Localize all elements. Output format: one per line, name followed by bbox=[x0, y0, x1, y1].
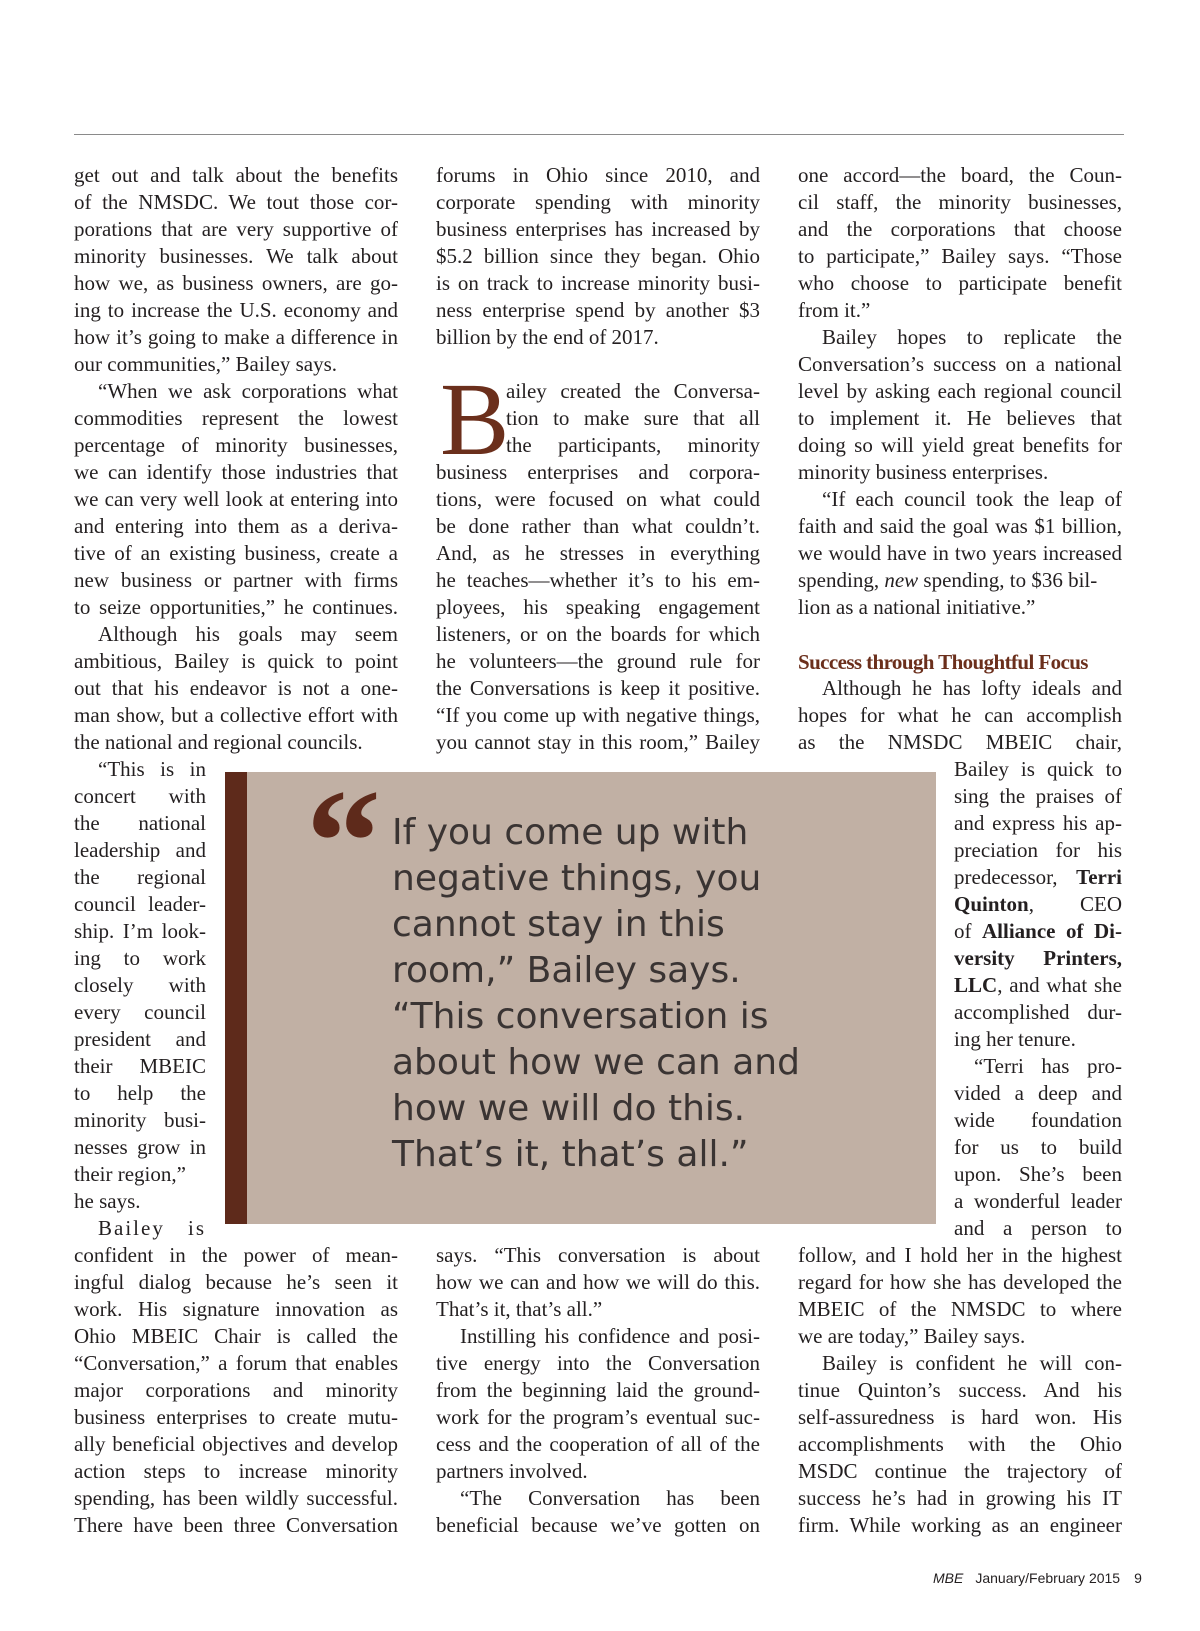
body-line: “When we ask corporations what bbox=[98, 379, 398, 403]
pull-quote-line: “This conversation is bbox=[392, 996, 769, 1037]
body-line: Bailey is bbox=[98, 1216, 206, 1240]
pull-quote-line: negative things, you bbox=[392, 858, 762, 899]
body-line: LLC, and what she bbox=[954, 973, 1122, 997]
issue-date: January/February 2015 bbox=[975, 1570, 1121, 1586]
body-line: “If you come up with negative things, bbox=[436, 703, 760, 727]
body-line: council leader- bbox=[74, 892, 206, 916]
body-line: nesses grow in bbox=[74, 1135, 206, 1159]
body-line: the regional bbox=[74, 865, 206, 889]
body-line: major corporations and minority bbox=[74, 1378, 398, 1402]
body-line: the national and regional councils. bbox=[74, 730, 363, 754]
body-line: and entering into them as a deriva- bbox=[74, 514, 398, 538]
body-line: out that his endeavor is not a one- bbox=[74, 676, 398, 700]
body-line: accomplished dur- bbox=[954, 1000, 1122, 1024]
body-line: preciation for his bbox=[954, 838, 1122, 862]
body-line: ing her tenure. bbox=[954, 1027, 1076, 1051]
body-line: how we can and how we will do this. bbox=[436, 1270, 760, 1294]
body-line: we would have in two years increased bbox=[798, 541, 1122, 565]
body-line: and a person to bbox=[954, 1216, 1122, 1240]
body-line: he volunteers—the ground rule for bbox=[436, 649, 760, 673]
body-line: follow, and I hold her in the highest bbox=[798, 1243, 1122, 1267]
body-line: the Conversations is keep it positive. bbox=[436, 676, 760, 700]
body-line: we can identify those industries that bbox=[74, 460, 398, 484]
page-number: 9 bbox=[1134, 1570, 1142, 1586]
body-line: their region,” bbox=[74, 1162, 186, 1186]
body-line: how we, as business owners, are go- bbox=[74, 271, 398, 295]
body-line: to help the bbox=[74, 1081, 206, 1105]
body-line: porations that are very supportive of bbox=[74, 217, 398, 241]
top-rule bbox=[74, 134, 1124, 135]
body-line: tive energy into the Conversation bbox=[436, 1351, 760, 1375]
body-line: That’s it, that’s all.” bbox=[436, 1297, 603, 1321]
body-line: you cannot stay in this room,” Bailey bbox=[436, 730, 760, 754]
body-line: president and bbox=[74, 1027, 206, 1051]
body-line: There have been three Conversation bbox=[74, 1513, 398, 1537]
body-line: as the NMSDC MBEIC chair, bbox=[798, 730, 1122, 754]
body-line: spending, has been wildly successful. bbox=[74, 1486, 398, 1510]
body-line: vided a deep and bbox=[954, 1081, 1122, 1105]
body-line: Although his goals may seem bbox=[98, 622, 398, 646]
body-line: new business or partner with firms bbox=[74, 568, 398, 592]
pull-quote-text bbox=[392, 810, 832, 1178]
body-line: the participants, minority bbox=[506, 433, 760, 457]
body-line: “Conversation,” a forum that enables bbox=[74, 1351, 398, 1375]
body-line: is on track to increase minority busi- bbox=[436, 271, 760, 295]
body-line: and express his ap- bbox=[954, 811, 1122, 835]
body-line: action steps to increase minority bbox=[74, 1459, 398, 1483]
company-name: Alliance of Di- bbox=[982, 919, 1122, 943]
body-line: doing so will yield great benefits for bbox=[798, 433, 1122, 457]
body-line: leadership and bbox=[74, 838, 206, 862]
pull-quote-line: about how we can and bbox=[392, 1042, 800, 1083]
body-line: how it’s going to make a difference in bbox=[74, 325, 398, 349]
body-line: who choose to participate benefit bbox=[798, 271, 1122, 295]
body-line: MBEIC of the NMSDC to where bbox=[798, 1297, 1122, 1321]
body-line: ally beneficial objectives and develop bbox=[74, 1432, 398, 1456]
body-line: work for the program’s eventual suc- bbox=[436, 1405, 760, 1429]
body-line: commodities represent the lowest bbox=[74, 406, 398, 430]
page-footer bbox=[933, 1570, 1142, 1586]
body-line: confident in the power of mean- bbox=[74, 1243, 398, 1267]
body-line: says. “This conversation is about bbox=[436, 1243, 760, 1267]
body-line: we are today,” Bailey says. bbox=[798, 1324, 1026, 1348]
body-line: he says. bbox=[74, 1189, 141, 1213]
body-line: to seize opportunities,” he continues. bbox=[74, 595, 398, 619]
body-line: tions, were focused on what could bbox=[436, 487, 760, 511]
body-line: business enterprises has increased by bbox=[436, 217, 760, 241]
body-line: tion to make sure that all bbox=[506, 406, 760, 430]
body-line: upon. She’s been bbox=[954, 1162, 1122, 1186]
body-line: sing the praises of bbox=[954, 784, 1122, 808]
body-line: MSDC continue the trajectory of bbox=[798, 1459, 1122, 1483]
body-line: forums in Ohio since 2010, and bbox=[436, 163, 760, 187]
pull-quote-line: room,” Bailey says. bbox=[392, 950, 741, 991]
body-line: self-assuredness is hard won. His bbox=[798, 1405, 1122, 1429]
pull-quote-line: cannot stay in this bbox=[392, 904, 725, 945]
pull-quote-bar bbox=[225, 772, 247, 1224]
body-line: we can very well look at entering into bbox=[74, 487, 398, 511]
body-line: partners involved. bbox=[436, 1459, 588, 1483]
body-line: and the corporations that choose bbox=[798, 217, 1122, 241]
body-line: corporate spending with minority bbox=[436, 190, 760, 214]
body-line: ness enterprise spend by another $3 bbox=[436, 298, 760, 322]
body-line: be done rather than what couldn’t. bbox=[436, 514, 760, 538]
body-line: regard for how she has developed the bbox=[798, 1270, 1122, 1294]
body-line: minority business enterprises. bbox=[798, 460, 1049, 484]
body-line: hopes for what he can accomplish bbox=[798, 703, 1122, 727]
body-line: from it.” bbox=[798, 298, 871, 322]
body-line: predecessor, Terri bbox=[954, 865, 1122, 889]
body-line: of Alliance of Di- bbox=[954, 919, 1122, 943]
body-line: our communities,” Bailey says. bbox=[74, 352, 338, 376]
body-line: one accord—the board, the Coun- bbox=[798, 163, 1122, 187]
company-name: LLC bbox=[954, 973, 998, 997]
body-line: ing to work bbox=[74, 946, 206, 970]
body-line: spending, new spending, to $36 bil- bbox=[798, 568, 1098, 592]
body-line: beneficial because we’ve gotten on bbox=[436, 1513, 760, 1537]
pull-quote-line: how we will do this. bbox=[392, 1088, 746, 1129]
body-line: ing to increase the U.S. economy and bbox=[74, 298, 398, 322]
body-line: minority businesses. We talk about bbox=[74, 244, 398, 268]
body-line: tinue Quinton’s success. And his bbox=[798, 1378, 1122, 1402]
body-line: to implement it. He believes that bbox=[798, 406, 1122, 430]
body-line: for us to build bbox=[954, 1135, 1122, 1159]
body-line: $5.2 billion since they began. Ohio bbox=[436, 244, 760, 268]
body-line: “If each council took the leap of bbox=[822, 487, 1122, 511]
open-quote-icon: “ bbox=[306, 759, 381, 925]
body-line: lion as a national initiative.” bbox=[798, 595, 1036, 619]
body-line: get out and talk about the benefits bbox=[74, 163, 398, 187]
body-line: success he’s had in growing his IT bbox=[798, 1486, 1122, 1510]
body-line: Conversation’s success on a national bbox=[798, 352, 1122, 376]
body-line: concert with bbox=[74, 784, 206, 808]
body-line: every council bbox=[74, 1000, 206, 1024]
body-line: to participate,” Bailey says. “Those bbox=[798, 244, 1122, 268]
body-line: “The Conversation has been bbox=[460, 1486, 760, 1510]
body-line: wide foundation bbox=[954, 1108, 1122, 1132]
body-line: level by asking each regional council bbox=[798, 379, 1122, 403]
body-line: Quinton, CEO bbox=[954, 892, 1122, 916]
body-line: firm. While working as an engineer bbox=[798, 1513, 1122, 1537]
body-line: Ohio MBEIC Chair is called the bbox=[74, 1324, 398, 1348]
body-line: accomplishments with the Ohio bbox=[798, 1432, 1122, 1456]
body-line: “Terri has pro- bbox=[974, 1054, 1122, 1078]
body-line: Bailey is quick to bbox=[954, 757, 1122, 781]
body-line: business enterprises and corpora- bbox=[436, 460, 760, 484]
body-line: listeners, or on the boards for which bbox=[436, 622, 760, 646]
body-line: ployees, his speaking engagement bbox=[436, 595, 760, 619]
body-line: billion by the end of 2017. bbox=[436, 325, 659, 349]
body-line: of the NMSDC. We tout those cor- bbox=[74, 190, 398, 214]
body-line: cil staff, the minority businesses, bbox=[798, 190, 1122, 214]
body-line: ailey created the Conversa- bbox=[506, 379, 760, 403]
section-subhead: Success through Thoughtful Focus bbox=[798, 650, 1088, 674]
body-line: ambitious, Bailey is quick to point bbox=[74, 649, 398, 673]
body-line: ship. I’m look- bbox=[74, 919, 206, 943]
body-line: cess and the cooperation of all of the bbox=[436, 1432, 760, 1456]
body-line: man show, but a collective effort with bbox=[74, 703, 398, 727]
body-line: tive of an existing business, create a bbox=[74, 541, 398, 565]
body-line: business enterprises to create mutu- bbox=[74, 1405, 398, 1429]
body-line: Instilling his confidence and posi- bbox=[460, 1324, 760, 1348]
drop-cap: B bbox=[440, 362, 510, 477]
body-line: faith and said the goal was $1 billion, bbox=[798, 514, 1122, 538]
body-line: work. His signature innovation as bbox=[74, 1297, 398, 1321]
person-name: Terri bbox=[1076, 865, 1122, 889]
body-line: he teaches—whether it’s to his em- bbox=[436, 568, 760, 592]
body-line: Although he has lofty ideals and bbox=[822, 676, 1122, 700]
emphasis: new bbox=[884, 568, 919, 592]
pull-quote-line: If you come up with bbox=[392, 812, 749, 853]
body-line: Bailey is confident he will con- bbox=[822, 1351, 1122, 1375]
body-line: percentage of minority businesses, bbox=[74, 433, 398, 457]
company-name: versity Printers, bbox=[954, 946, 1122, 970]
magazine-name: MBE bbox=[933, 1570, 964, 1586]
body-line: closely with bbox=[74, 973, 206, 997]
body-line: Bailey hopes to replicate the bbox=[822, 325, 1122, 349]
body-line: ingful dialog because he’s seen it bbox=[74, 1270, 398, 1294]
body-line: from the beginning laid the ground- bbox=[436, 1378, 760, 1402]
body-line: the national bbox=[74, 811, 206, 835]
body-line: And, as he stresses in everything bbox=[436, 541, 760, 565]
body-line: minority busi- bbox=[74, 1108, 206, 1132]
person-name: Quinton bbox=[954, 892, 1029, 916]
body-line: a wonderful leader bbox=[954, 1189, 1122, 1213]
pull-quote-line: That’s it, that’s all.” bbox=[392, 1134, 749, 1175]
body-line: their MBEIC bbox=[74, 1054, 206, 1078]
body-line: “This is in bbox=[98, 757, 206, 781]
